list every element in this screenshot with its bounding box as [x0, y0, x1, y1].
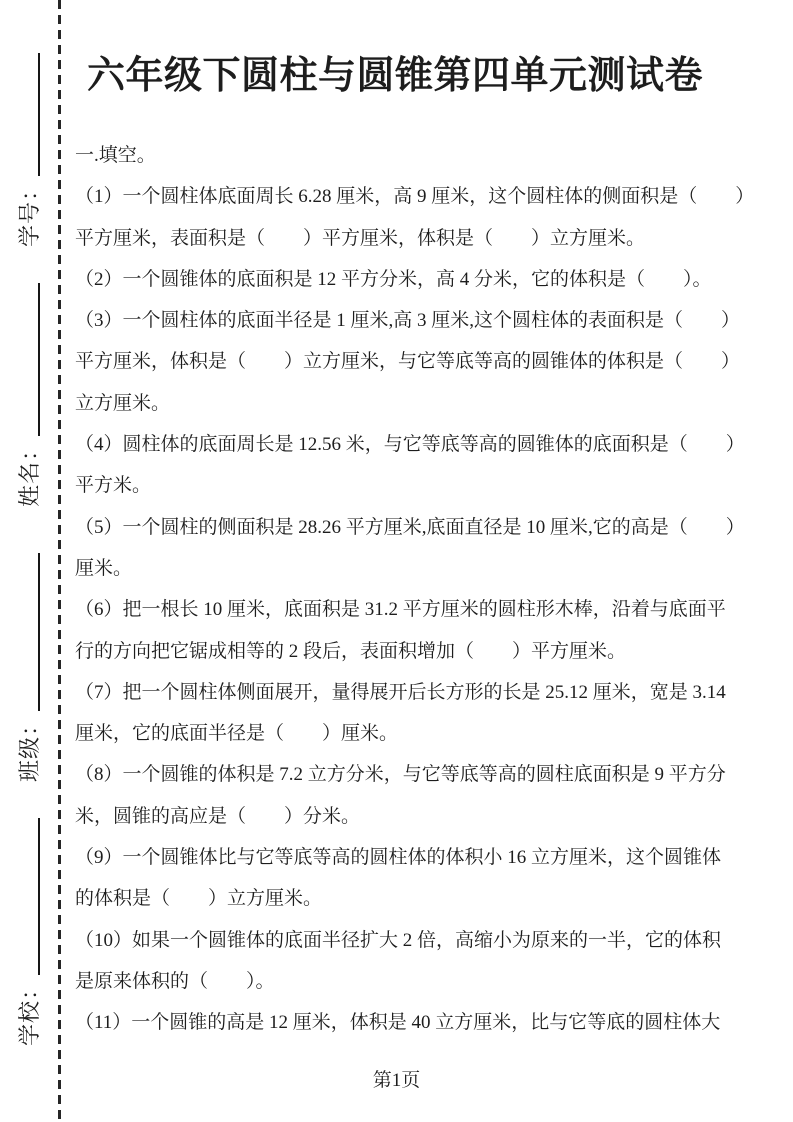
questions-body — [75, 135, 758, 1044]
class-label: 班级： — [17, 712, 42, 782]
question-line: （5）一个圆柱的侧面积是 28.26 平方厘米,底面直径是 10 厘米,它的高是（ ） — [75, 516, 745, 538]
question-line: 行的方向把它锯成相等的 2 段后，表面积增加（ ）平方厘米。 — [75, 640, 627, 662]
question-line: 平方厘米，表面积是（ ）平方厘米，体积是（ ）立方厘米。 — [75, 227, 646, 249]
question-line: （10）如果一个圆锥体的底面半径扩大 2 倍，高缩小为原来的一半，它的体积 — [75, 929, 722, 951]
question-line: 米，圆锥的高应是（ ）分米。 — [75, 805, 361, 827]
class-blank-line — [38, 553, 40, 711]
section-heading: 一.填空。 — [75, 145, 156, 166]
question-line: 厘米。 — [75, 557, 133, 579]
question-line: （6）把一根长 10 厘米，底面积是 31.2 平方厘米的圆柱形木棒，沿着与底面平 — [75, 599, 726, 621]
question-line: 立方厘米。 — [75, 392, 171, 414]
question-line: 平方米。 — [75, 475, 152, 497]
student-name-label: 姓名： — [17, 437, 42, 507]
question-line: 是原来体积的（ ）。 — [75, 970, 275, 992]
question-line: （8）一个圆锥的体积是 7.2 立方分米，与它等底等高的圆柱底面积是 9 平方分 — [75, 764, 726, 786]
question-line: （7）把一个圆柱体侧面展开，量得展开后长方形的长是 25.12 厘米，宽是 3.14 — [75, 681, 726, 703]
margin-dashed-rule — [58, 0, 61, 1122]
student-name-blank-line — [38, 283, 40, 436]
question-line: （1）一个圆柱体底面周长 6.28 厘米，高 9 厘米，这个圆柱体的侧面积是（ ） — [75, 186, 755, 208]
question-line: 厘米，它的底面半径是（ ）厘米。 — [75, 723, 399, 745]
question-line: （3）一个圆柱体的底面半径是 1 厘米,高 3 厘米,这个圆柱体的表面积是（ ） — [75, 310, 741, 332]
student-id-label: 学号： — [17, 177, 42, 247]
sidebar-field-student-name — [13, 283, 45, 507]
sidebar-field-class — [13, 553, 45, 782]
question-line: （4）圆柱体的底面周长是 12.56 米，与它等底等高的圆锥体的底面积是（ ） — [75, 434, 745, 456]
question-line: （9）一个圆锥体比与它等底等高的圆柱体的体积小 16 立方厘米，这个圆锥体 — [75, 847, 722, 869]
sidebar-field-school — [13, 818, 45, 1046]
question-line: 的体积是（ ）立方厘米。 — [75, 888, 323, 910]
question-line: （2）一个圆锥体的底面积是 12 平方分米，高 4 分米，它的体积是（ ）。 — [75, 268, 712, 290]
page-number: 第1页 — [372, 1070, 421, 1091]
school-label: 学校： — [17, 976, 42, 1046]
question-line: 平方厘米，体积是（ ）立方厘米，与它等底等高的圆锥体的体积是（ ） — [75, 351, 741, 373]
page-title: 六年级下圆柱与圆锥第四单元测试卷 — [86, 55, 703, 97]
question-line: （11）一个圆锥的高是 12 厘米，体积是 40 立方厘米，比与它等底的圆柱体大 — [75, 1012, 721, 1034]
school-blank-line — [38, 818, 40, 975]
